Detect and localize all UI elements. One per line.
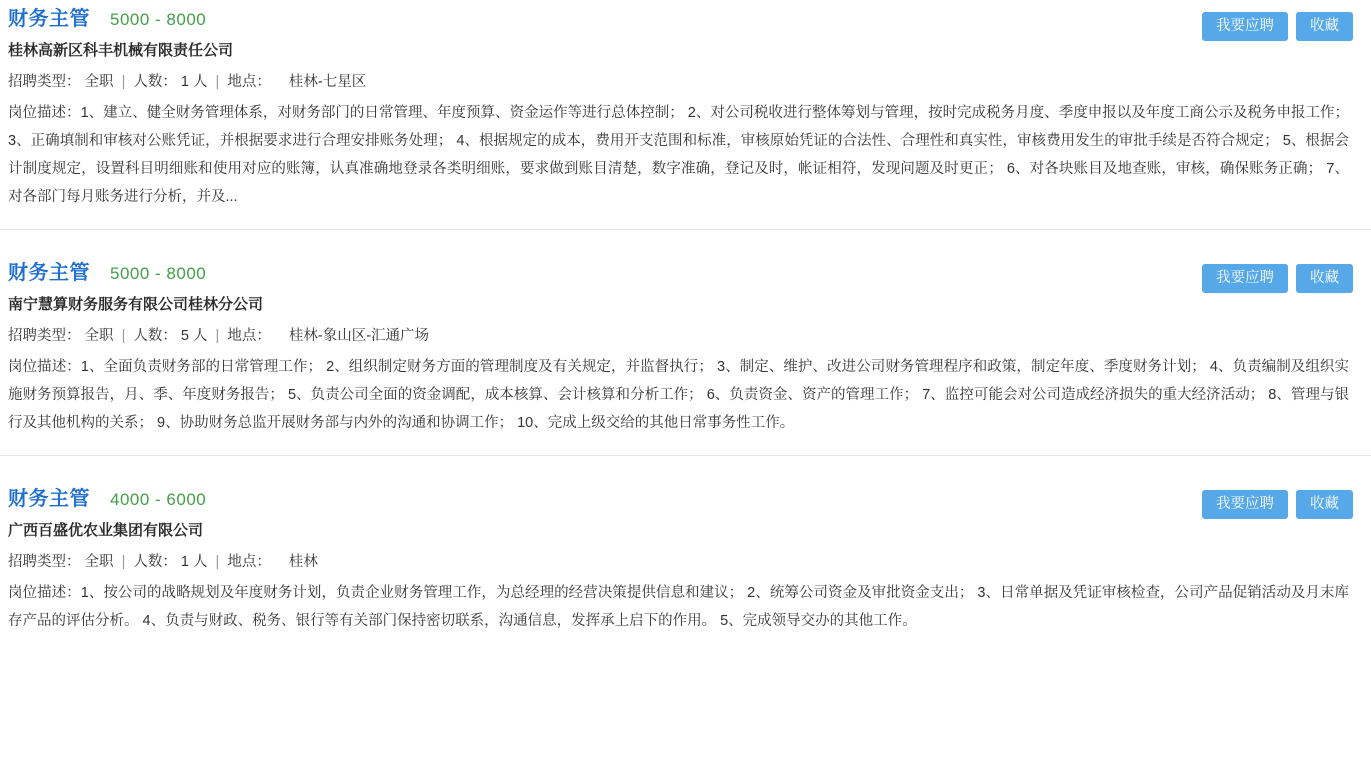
job-description xyxy=(8,579,1353,635)
count-value: 1 人 xyxy=(180,74,208,90)
recruit-type-value: 全职 xyxy=(84,554,114,570)
job-card[interactable] xyxy=(0,456,1371,635)
job-salary: 4000 - 6000 xyxy=(110,490,207,509)
company-name[interactable]: 广西百盛优农业集团有限公司 xyxy=(8,522,204,539)
job-title-row xyxy=(8,478,1353,511)
company-name[interactable]: 南宁慧算财务服务有限公司桂林分公司 xyxy=(8,296,264,313)
recruit-type-value: 全职 xyxy=(84,328,114,344)
card-spacer xyxy=(8,230,1353,252)
count-label: 人数： xyxy=(133,554,177,570)
meta-separator: | xyxy=(121,554,126,570)
apply-button[interactable]: 我要应聘 xyxy=(1202,490,1288,519)
job-actions xyxy=(1202,264,1353,293)
job-actions xyxy=(1202,12,1353,41)
description-label: 岗位描述： xyxy=(8,359,81,375)
description-label: 岗位描述： xyxy=(8,585,81,601)
count-label: 人数： xyxy=(133,74,177,90)
meta-separator: | xyxy=(121,328,126,344)
meta-separator: | xyxy=(121,74,126,90)
meta-separator: | xyxy=(215,554,220,570)
description-text: 1、按公司的战略规划及年度财务计划，负责企业财务管理工作，为总经理的经营决策提供信息和建议； 2、统筹公司资金及审批资金支出； 3、日常单据及凭证审核检查，公司产品促销活动及月末库存产品的评估分析。 4、负责与财政、税务、银行等有关部门保持密切联系，沟通信息，发挥承上启下的作用。 5、完成领导交办的其他工作。 xyxy=(8,585,1350,629)
job-meta xyxy=(8,70,1353,91)
favorite-button[interactable]: 收藏 xyxy=(1296,264,1353,293)
job-description xyxy=(8,353,1353,437)
recruit-type-label: 招聘类型： xyxy=(8,554,81,570)
job-card[interactable] xyxy=(0,0,1371,230)
recruit-type-value: 全职 xyxy=(84,74,114,90)
description-text: 1、建立、健全财务管理体系，对财务部门的日常管理、年度预算、资金运作等进行总体控制； 2、对公司税收进行整体筹划与管理，按时完成税务月度、季度申报以及年度工商公示及税务申报工作； 3、正确填制和审核对公账凭证，并根据要求进行合理安排账务处理； 4、根据规定的成本，费用开支范围和标准，审核原始凭证的合法性、合理性和真实性，审核费用发生的审批手续是否符合规定； 5、根据会计制度规定，设置科目明细账和使用对应的账簿，认真准确地登录各类明细账，要求做到账目清楚，数字准确，登记及时，帐证相符，发现问题及时更正； 6、对各块账目及地查账，审核，确保账务正确； 7、对各部门每月账务进行分析，并及... xyxy=(8,105,1349,205)
meta-separator: | xyxy=(215,74,220,90)
job-title[interactable]: 财务主管 xyxy=(8,488,90,510)
job-salary: 5000 - 8000 xyxy=(110,264,207,283)
location-value: 桂林-七星区 xyxy=(288,74,367,90)
card-spacer xyxy=(8,211,1353,229)
count-value: 5 人 xyxy=(180,328,208,344)
job-card[interactable] xyxy=(0,230,1371,456)
favorite-button[interactable]: 收藏 xyxy=(1296,12,1353,41)
job-meta xyxy=(8,324,1353,345)
location-label: 地点： xyxy=(227,74,271,90)
meta-separator: | xyxy=(215,328,220,344)
job-title[interactable]: 财务主管 xyxy=(8,262,90,284)
card-spacer xyxy=(8,456,1353,478)
location-value: 桂林 xyxy=(288,554,318,570)
location-value: 桂林-象山区-汇通广场 xyxy=(288,328,430,344)
job-title-row xyxy=(8,0,1353,31)
count-label: 人数： xyxy=(133,328,177,344)
job-title[interactable]: 财务主管 xyxy=(8,8,90,30)
job-salary: 5000 - 8000 xyxy=(110,10,207,29)
apply-button[interactable]: 我要应聘 xyxy=(1202,264,1288,293)
card-spacer xyxy=(8,437,1353,455)
location-label: 地点： xyxy=(227,328,271,344)
job-meta xyxy=(8,550,1353,571)
recruit-type-label: 招聘类型： xyxy=(8,328,81,344)
description-label: 岗位描述： xyxy=(8,105,81,121)
count-value: 1 人 xyxy=(180,554,208,570)
recruit-type-label: 招聘类型： xyxy=(8,74,81,90)
company-name[interactable]: 桂林高新区科丰机械有限责任公司 xyxy=(8,42,234,59)
job-title-row xyxy=(8,252,1353,285)
job-actions xyxy=(1202,490,1353,519)
location-label: 地点： xyxy=(227,554,271,570)
description-text: 1、全面负责财务部的日常管理工作； 2、组织制定财务方面的管理制度及有关规定，并监督执行； 3、制定、维护、改进公司财务管理程序和政策，制定年度、季度财务计划； 4、负责编制及组织实施财务预算报告，月、季、年度财务报告； 5、负责公司全面的资金调配，成本核算、会计核算和分析工作； 6、负责资金、资产的管理工作； 7、监控可能会对公司造成经济损失的重大经济活动； 8、管理与银行及其他机构的关系； 9、协助财务总监开展财务部与内外的沟通和协调工作； 10、完成上级交给的其他日常事务性工作。 xyxy=(8,359,1350,431)
job-description xyxy=(8,99,1353,211)
apply-button[interactable]: 我要应聘 xyxy=(1202,12,1288,41)
favorite-button[interactable]: 收藏 xyxy=(1296,490,1353,519)
